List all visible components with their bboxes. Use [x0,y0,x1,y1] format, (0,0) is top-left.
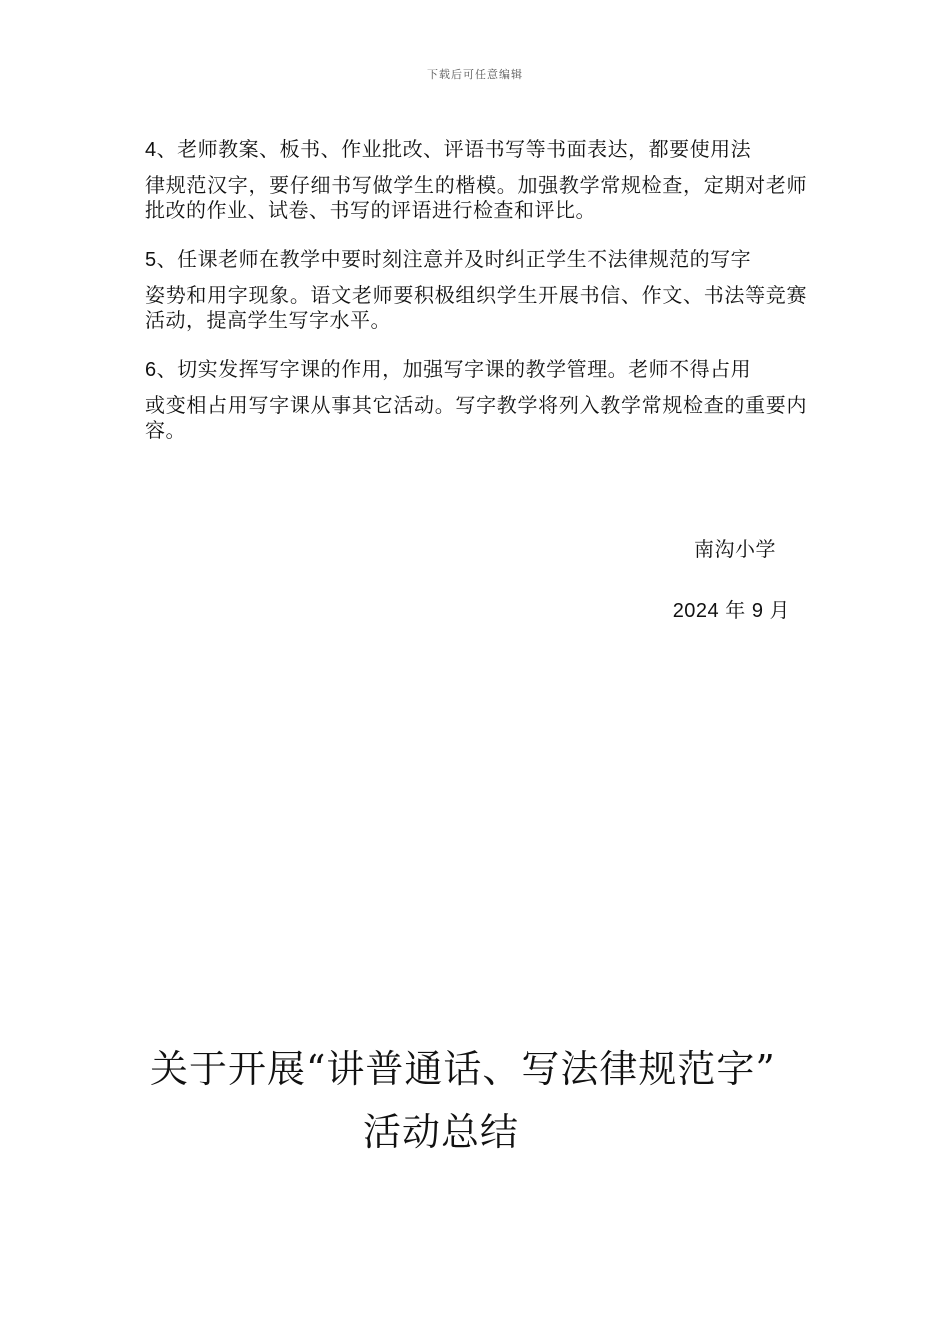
signature-date [673,594,790,623]
signature-school: 南沟小学 [694,537,776,561]
paragraph-4 [145,137,807,223]
paragraph-5-rest: 姿势和用字现象。语文老师要积极组织学生开展书信、作文、书法等竞赛活动，提高学生写字水平。 [145,283,807,332]
document-title-line-2: 活动总结 [363,1110,520,1154]
paragraph-5-line1: 、任课老师在教学中要时刻注意并及时纠正学生不法律规范的写字 [156,247,752,271]
paragraph-4-line1: 、老师教案、板书、作业批改、评语书写等书面表达，都要使用法 [156,137,752,161]
paragraph-5-first-line [145,247,807,272]
paragraph-6 [145,357,807,443]
document-title-line-1: 关于开展“讲普通话、写法律规范字” [150,1047,776,1091]
paragraph-5 [145,247,807,333]
signature-year-unit: 年 [725,598,746,622]
paragraph-6-first-line [145,357,807,382]
header-note: 下载后可任意编辑 [427,68,523,81]
signature-year: 2024 [672,600,720,622]
signature-month: 9 [751,600,764,622]
paragraph-4-rest: 律规范汉字，要仔细书写做学生的楷模。加强教学常规检查，定期对老师批改的作业、试卷、书写的评语进行检查和评比。 [145,173,807,222]
paragraph-6-number: 6 [145,359,157,381]
paragraph-5-number: 5 [145,249,157,271]
paragraph-4-first-line [145,137,807,162]
paragraph-6-rest: 或变相占用写字课从事其它活动。写字教学将列入教学常规检查的重要内容。 [145,393,807,442]
paragraph-4-number: 4 [145,139,157,161]
paragraph-6-line1: 、切实发挥写字课的作用，加强写字课的教学管理。老师不得占用 [156,357,752,381]
signature-month-unit: 月 [769,598,790,622]
